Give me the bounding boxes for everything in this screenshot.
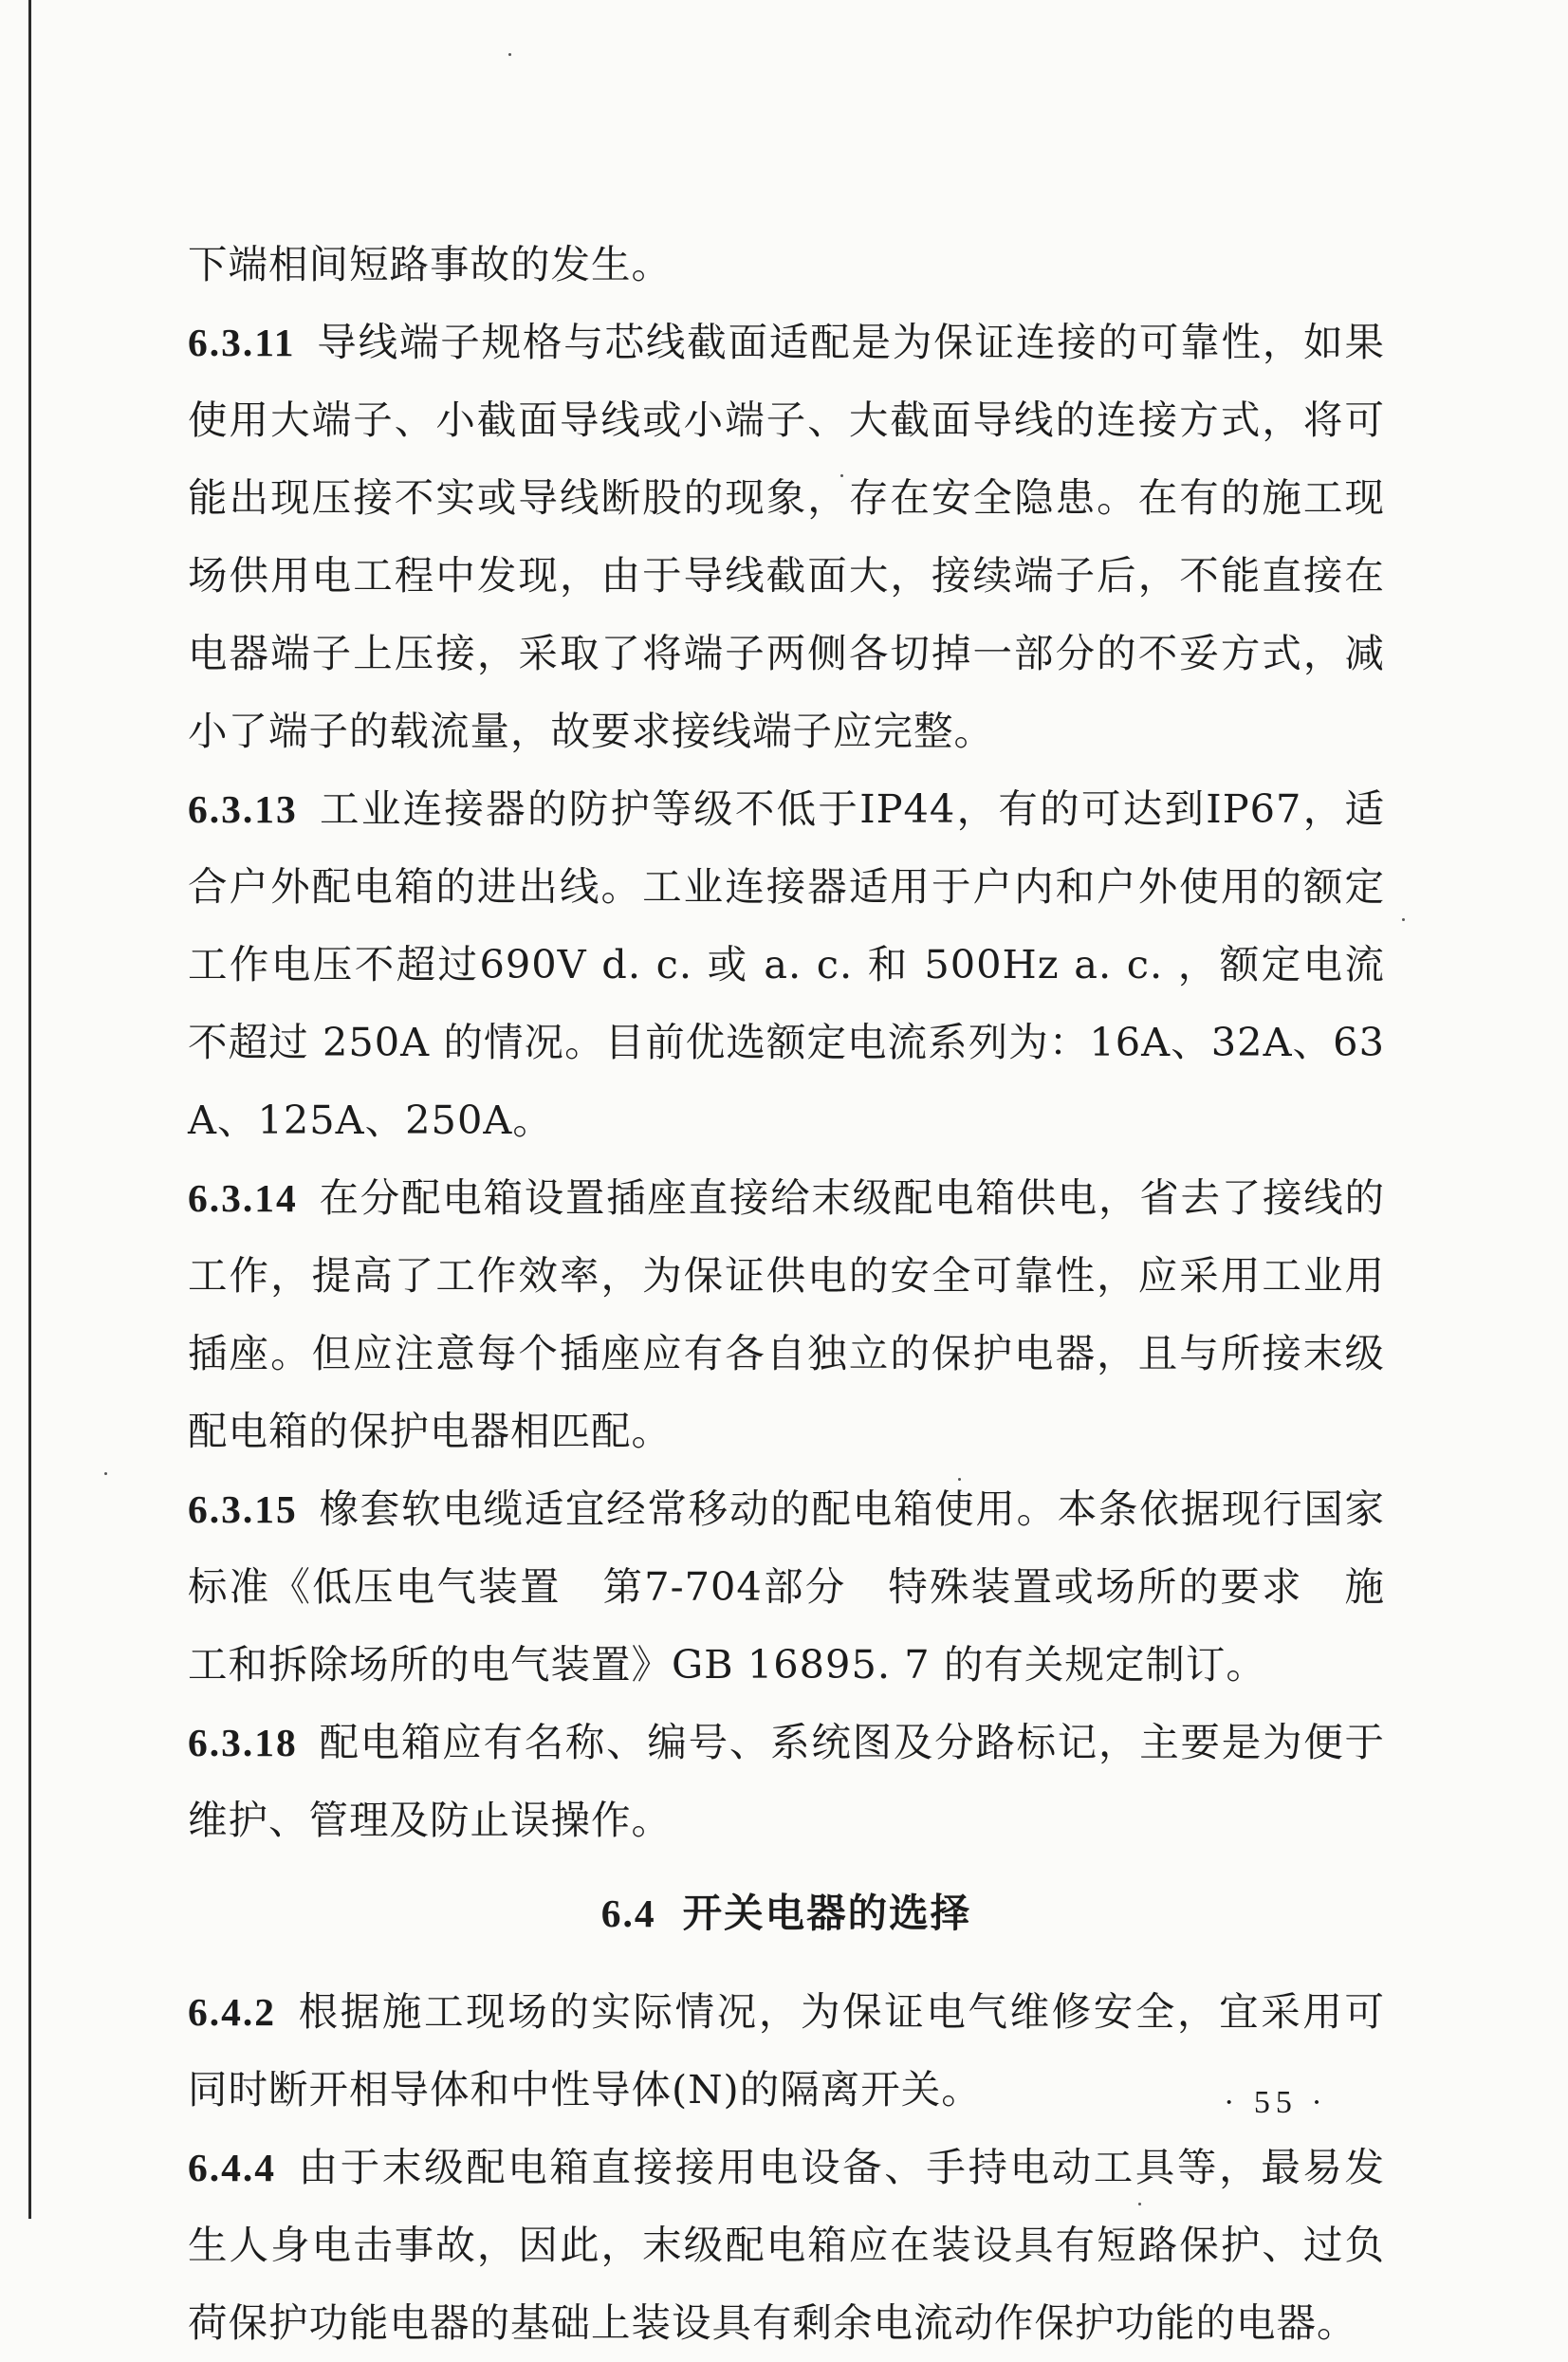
- clause-number: 6.3.14: [188, 1176, 298, 1220]
- clause-6-3-14: [188, 1159, 1385, 1470]
- clause-text: 配电箱应有名称、编号、系统图及分路标记，主要是为便于维护、管理及防止误操作。: [188, 1719, 1385, 1843]
- clause-number: 6.3.11: [188, 321, 296, 364]
- clause-text: 根据施工现场的实际情况，为保证电气维修安全，宜采用可同时断开相导体和中性导体(N)的隔离开关。: [188, 1988, 1385, 2113]
- section-number: 6.4: [600, 1891, 656, 1935]
- clause-text: 在分配电箱设置插座直接给末级配电箱供电，省去了接线的工作，提高了工作效率，为保证供电的安全可靠性，应采用工业用插座。但应注意每个插座应有各自独立的保护电器，且与所接末级配电箱的保护电器相匹配。: [188, 1174, 1385, 1454]
- clause-text: 工业连接器的防护等级不低于IP44，有的可达到IP67，适合户外配电箱的进出线。工业连接器适用于户内和户外使用的额定工作电压不超过690V d. c. 或 a. c. 和 500Hz a. c. ，额定电流不超过 250A 的情况。目前优选额定电流系列为：16A、32A、63A、125A、250A。: [188, 785, 1385, 1143]
- clause-6-4-4: [188, 2129, 1385, 2362]
- clause-number: 6.4.4: [188, 2146, 276, 2189]
- clause-text: 导线端子规格与芯线截面适配是为保证连接的可靠性，如果使用大端子、小截面导线或小端子、大截面导线的连接方式，将可能出现压接不实或导线断股的现象，存在安全隐患。在有的施工现场供用电工程中发现，由于导线截面大，接续端子后，不能直接在电器端子上压接，采取了将端子两侧各切掉一部分的不妥方式，减小了端子的载流量，故要求接线端子应完整。: [188, 319, 1385, 754]
- page-binding-edge: [28, 0, 31, 2219]
- clause-number: 6.3.15: [188, 1487, 298, 1531]
- clause-number: 6.3.18: [188, 1721, 298, 1764]
- section-heading: [188, 1874, 1385, 1952]
- clause-6-4-2: [188, 1973, 1385, 2129]
- intro-paragraph: 下端相间短路事故的发生。: [188, 241, 673, 287]
- clause-text: 由于末级配电箱直接接用电设备、手持电动工具等，最易发生人身电击事故，因此，末级配电箱应在装设具有短路保护、过负荷保护功能电器的基础上装设具有剩余电流动作保护功能的电器。: [188, 2144, 1385, 2346]
- clause-6-3-15: [188, 1470, 1385, 1704]
- clause-number: 6.3.13: [188, 787, 298, 831]
- clause-number: 6.4.2: [188, 1990, 276, 2034]
- clause-6-3-13: [188, 770, 1385, 1159]
- scan-speck: [1402, 918, 1405, 921]
- scan-speck: [104, 1472, 107, 1475]
- scan-speck: [508, 53, 511, 56]
- clause-6-3-18: [188, 1704, 1385, 1859]
- clause-6-3-11: [188, 304, 1385, 770]
- section-title: 开关电器的选择: [682, 1890, 972, 1936]
- page-number: · 55 ·: [1224, 2085, 1328, 2120]
- clause-text: 橡套软电缆适宜经常移动的配电箱使用。本条依据现行国家标准《低压电气装置 第7-704部分 特殊装置或场所的要求 施工和拆除场所的电气装置》GB 16895. 7 的有关规定制订。: [188, 1485, 1385, 1688]
- document-body: [188, 226, 1385, 2362]
